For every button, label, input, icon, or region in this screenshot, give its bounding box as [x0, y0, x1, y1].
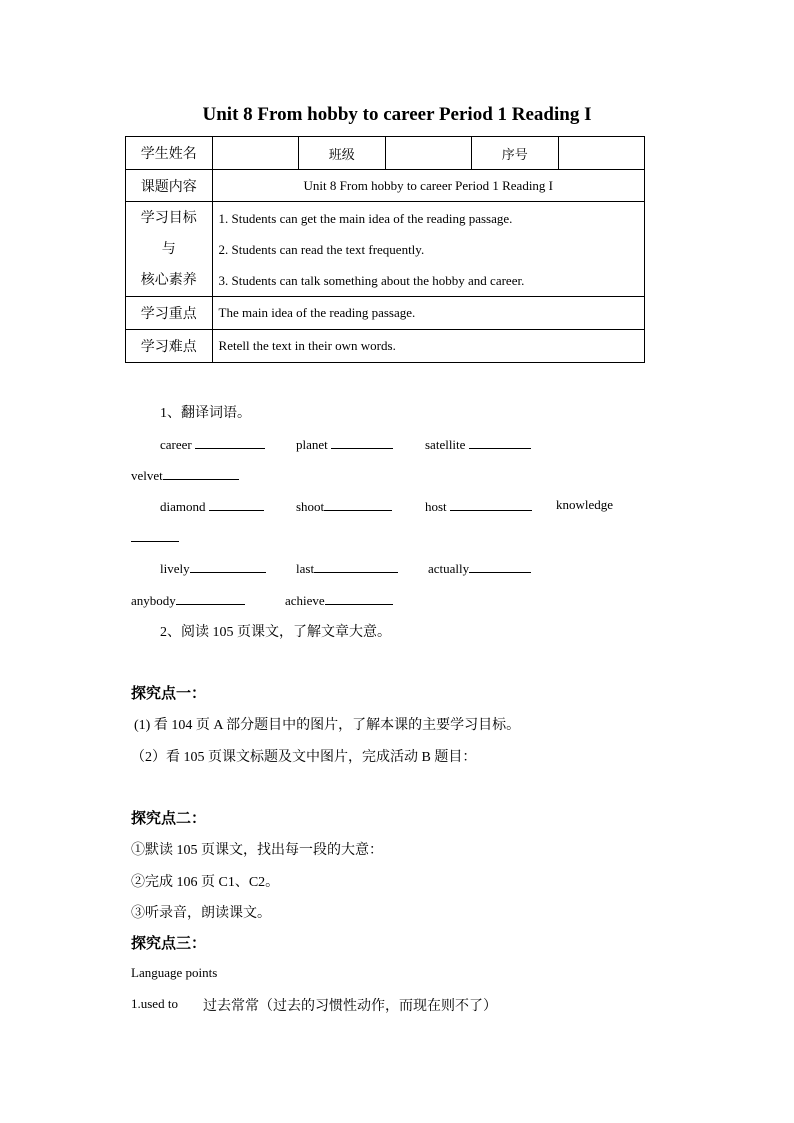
task1-heading: 1、翻译词语。 — [160, 406, 251, 421]
vocab-word: actually — [428, 561, 470, 576]
key-point-label: 学习重点 — [126, 297, 213, 330]
vocab-item — [160, 559, 266, 577]
vocab-word: shoot — [296, 499, 325, 514]
point1-meaning: 过去常常（过去的习惯性动作，而现在则不了） — [203, 999, 497, 1014]
goals-label — [126, 202, 213, 297]
goals-label-line: 学习目标 — [140, 210, 197, 226]
answer-blank[interactable] — [176, 591, 245, 605]
number-label: 序号 — [471, 137, 558, 170]
task2-text: 2、阅读 105 页课文，了解文章大意。 — [160, 625, 391, 640]
table-row — [126, 170, 645, 202]
vocab-item — [425, 435, 531, 453]
explore2-item: ①默读 105 页课文，找出每一段的大意： — [131, 843, 383, 858]
goal-item: 1. Students can get the main idea of the reading passage. — [218, 210, 513, 226]
vocab-item — [425, 497, 532, 515]
vocab-word: knowledge — [556, 497, 614, 512]
table-row — [126, 330, 645, 363]
answer-blank[interactable] — [209, 497, 264, 511]
vocab-item — [285, 591, 393, 609]
topic-label: 课题内容 — [126, 170, 213, 202]
goals-label-line: 与 — [161, 241, 176, 257]
class-label: 班级 — [298, 137, 385, 170]
vocab-word: velvet — [131, 468, 163, 483]
explore1-item: (1) 看 104 页 A 部分题目中的图片，了解本课的主要学习目标。 — [134, 718, 521, 733]
answer-blank[interactable] — [325, 591, 393, 605]
explore2-item: ②完成 106 页 C1、C2。 — [131, 875, 280, 890]
vocab-word: planet — [296, 437, 328, 452]
vocab-item — [296, 559, 398, 577]
explore1-item: （2）看 105 页课文标题及文中图片，完成活动 B 题目： — [131, 750, 477, 765]
table-row — [126, 202, 645, 297]
explore1-heading: 探究点一： — [131, 686, 207, 702]
answer-blank[interactable] — [469, 435, 531, 449]
goal-item: 2. Students can read the text frequently. — [218, 241, 425, 257]
vocab-word: career — [160, 437, 192, 452]
explore2-heading: 探究点二： — [131, 811, 207, 827]
answer-blank[interactable] — [469, 559, 531, 573]
language-points-heading: Language points — [131, 965, 218, 980]
answer-blank[interactable] — [331, 435, 393, 449]
vocab-word: diamond — [160, 499, 206, 514]
topic-value: Unit 8 From hobby to career Period 1 Reading I — [212, 170, 644, 202]
vocab-word: host — [425, 499, 447, 514]
info-table — [125, 136, 645, 363]
number-field[interactable] — [558, 137, 644, 170]
vocab-item — [296, 497, 392, 515]
answer-blank[interactable] — [324, 497, 392, 511]
vocab-item — [131, 466, 239, 484]
answer-blank[interactable] — [450, 497, 532, 511]
vocab-item — [556, 497, 613, 513]
vocab-word: achieve — [285, 593, 325, 608]
vocab-item — [160, 497, 264, 515]
explore3-heading: 探究点三： — [131, 936, 207, 952]
table-row — [126, 297, 645, 330]
point1-term: 1.used to — [131, 996, 178, 1011]
goal-item: 3. Students can talk something about the hobby and career. — [218, 272, 525, 288]
student-name-label: 学生姓名 — [126, 137, 213, 170]
student-name-field[interactable] — [212, 137, 298, 170]
goals-label-line: 核心素养 — [140, 272, 197, 288]
vocab-word: last — [296, 561, 315, 576]
explore2-item: ③听录音，朗读课文。 — [131, 906, 271, 921]
vocab-item — [160, 435, 265, 453]
answer-blank[interactable] — [131, 528, 179, 542]
vocab-item — [131, 528, 179, 546]
answer-blank[interactable] — [163, 466, 239, 480]
vocab-item — [296, 435, 393, 453]
difficulty-label: 学习难点 — [126, 330, 213, 363]
difficulty-value: Retell the text in their own words. — [212, 330, 644, 363]
answer-blank[interactable] — [314, 559, 398, 573]
class-field[interactable] — [385, 137, 471, 170]
key-point-value: The main idea of the reading passage. — [212, 297, 644, 330]
page-title: Unit 8 From hobby to career Period 1 Reading I — [202, 104, 592, 125]
vocab-item — [428, 559, 531, 577]
vocab-word: lively — [160, 561, 190, 576]
table-row — [126, 137, 645, 170]
vocab-word: satellite — [425, 437, 466, 452]
answer-blank[interactable] — [195, 435, 265, 449]
vocab-item — [131, 591, 245, 609]
goals-cell — [212, 202, 644, 297]
vocab-word: anybody — [131, 593, 176, 608]
answer-blank[interactable] — [190, 559, 266, 573]
